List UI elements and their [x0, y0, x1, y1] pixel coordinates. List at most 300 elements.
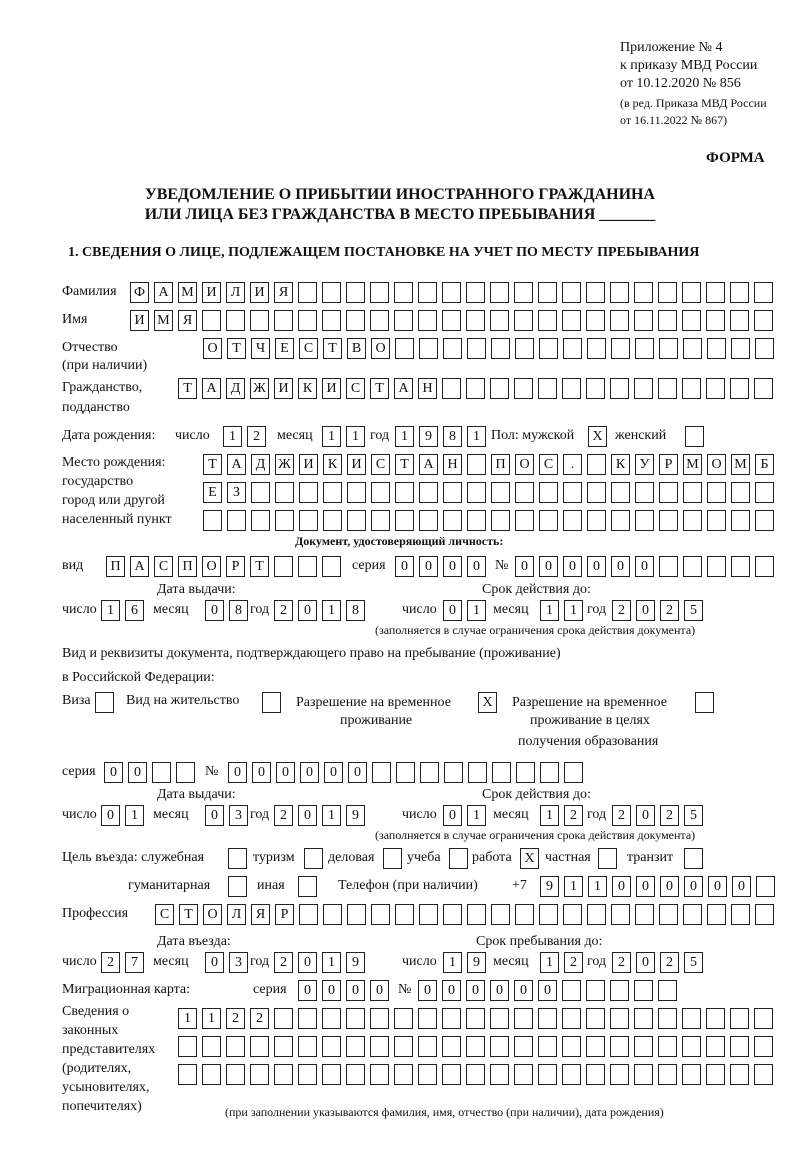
cell-reps3[interactable]	[490, 1064, 509, 1085]
cell-entry-year[interactable]: 2	[274, 952, 293, 973]
cell-doc-valid-day[interactable]: 1	[467, 600, 486, 621]
checkbox-residence[interactable]	[262, 692, 281, 713]
cell-name[interactable]	[514, 310, 533, 331]
cell-birthplace2[interactable]	[491, 482, 510, 503]
cell-reps2[interactable]	[538, 1036, 557, 1057]
cell-doc-kind[interactable]: А	[130, 556, 149, 577]
cell-surname[interactable]	[370, 282, 389, 303]
cell-name[interactable]	[634, 310, 653, 331]
cell-right-issue-day[interactable]: 1	[125, 805, 144, 826]
cell-birthplace1[interactable]: Ж	[275, 454, 294, 475]
cell-entry-month[interactable]: 0	[205, 952, 224, 973]
checkbox-p-transit[interactable]	[684, 848, 703, 869]
cell-stay-year[interactable]: 2	[612, 952, 631, 973]
cell-reps3[interactable]	[370, 1064, 389, 1085]
cell-doc-number[interactable]: 0	[515, 556, 534, 577]
cell-citizenship[interactable]	[466, 378, 485, 399]
cell-right-series[interactable]: 0	[104, 762, 123, 783]
cell-birthplace3[interactable]	[275, 510, 294, 531]
cell-birthplace3[interactable]	[731, 510, 750, 531]
cell-citizenship[interactable]	[634, 378, 653, 399]
cell-birthplace1[interactable]	[467, 454, 486, 475]
cell-mig-number[interactable]: 0	[442, 980, 461, 1001]
cell-right-series[interactable]: 0	[128, 762, 147, 783]
cell-right-number[interactable]	[540, 762, 559, 783]
cell-doc-issue-day[interactable]: 1	[101, 600, 120, 621]
cell-mig-number[interactable]: 0	[490, 980, 509, 1001]
cell-phone[interactable]: 0	[636, 876, 655, 897]
cell-reps1[interactable]	[346, 1008, 365, 1029]
cell-reps3[interactable]	[730, 1064, 749, 1085]
cell-birthplace1[interactable]: Н	[443, 454, 462, 475]
cell-profession[interactable]	[491, 904, 510, 925]
cell-patronymic[interactable]	[683, 338, 702, 359]
cell-doc-series[interactable]: 0	[467, 556, 486, 577]
cell-reps1[interactable]	[706, 1008, 725, 1029]
cell-reps1[interactable]	[658, 1008, 677, 1029]
cell-birthplace3[interactable]	[347, 510, 366, 531]
cell-doc-issue-year[interactable]: 1	[322, 600, 341, 621]
cell-name[interactable]	[418, 310, 437, 331]
cell-name[interactable]: М	[154, 310, 173, 331]
cell-patronymic[interactable]	[515, 338, 534, 359]
cell-profession[interactable]	[563, 904, 582, 925]
cell-reps2[interactable]	[178, 1036, 197, 1057]
cell-doc-kind[interactable]: Т	[250, 556, 269, 577]
cell-reps2[interactable]	[634, 1036, 653, 1057]
cell-birthplace3[interactable]	[467, 510, 486, 531]
cell-reps1[interactable]	[754, 1008, 773, 1029]
cell-phone[interactable]: 1	[588, 876, 607, 897]
checkbox-sex-male[interactable]: X	[588, 426, 607, 447]
cell-surname[interactable]: Ф	[130, 282, 149, 303]
cell-patronymic[interactable]	[491, 338, 510, 359]
cell-profession[interactable]: С	[155, 904, 174, 925]
cell-birthplace1[interactable]: К	[611, 454, 630, 475]
cell-right-valid-month[interactable]: 1	[540, 805, 559, 826]
cell-doc-kind[interactable]: П	[106, 556, 125, 577]
cell-right-number[interactable]	[444, 762, 463, 783]
cell-right-number[interactable]	[396, 762, 415, 783]
cell-right-valid-day[interactable]: 1	[467, 805, 486, 826]
cell-birth-year[interactable]: 1	[467, 426, 486, 447]
cell-reps2[interactable]	[226, 1036, 245, 1057]
cell-surname[interactable]	[346, 282, 365, 303]
cell-reps2[interactable]	[562, 1036, 581, 1057]
cell-right-number[interactable]	[516, 762, 535, 783]
cell-right-issue-year[interactable]: 9	[346, 805, 365, 826]
checkbox-p-humanitarian[interactable]	[228, 876, 247, 897]
cell-patronymic[interactable]	[563, 338, 582, 359]
cell-citizenship[interactable]: Т	[370, 378, 389, 399]
cell-reps1[interactable]: 1	[202, 1008, 221, 1029]
cell-phone[interactable]: 0	[732, 876, 751, 897]
cell-name[interactable]	[346, 310, 365, 331]
cell-birthplace2[interactable]	[419, 482, 438, 503]
cell-citizenship[interactable]	[538, 378, 557, 399]
cell-right-number[interactable]	[372, 762, 391, 783]
cell-doc-valid-year[interactable]: 5	[684, 600, 703, 621]
cell-birthplace1[interactable]: Т	[395, 454, 414, 475]
cell-profession[interactable]	[659, 904, 678, 925]
cell-profession[interactable]	[299, 904, 318, 925]
cell-doc-kind[interactable]	[274, 556, 293, 577]
cell-stay-day[interactable]: 1	[443, 952, 462, 973]
cell-citizenship[interactable]	[754, 378, 773, 399]
cell-name[interactable]	[226, 310, 245, 331]
cell-stay-year[interactable]: 5	[684, 952, 703, 973]
cell-reps2[interactable]	[322, 1036, 341, 1057]
cell-right-issue-year[interactable]: 2	[274, 805, 293, 826]
cell-reps1[interactable]	[298, 1008, 317, 1029]
cell-birthplace1[interactable]: Д	[251, 454, 270, 475]
cell-surname[interactable]	[466, 282, 485, 303]
cell-reps2[interactable]	[250, 1036, 269, 1057]
cell-surname[interactable]	[562, 282, 581, 303]
cell-patronymic[interactable]: Т	[227, 338, 246, 359]
cell-patronymic[interactable]	[395, 338, 414, 359]
cell-reps1[interactable]	[466, 1008, 485, 1029]
cell-citizenship[interactable]	[610, 378, 629, 399]
cell-reps3[interactable]	[706, 1064, 725, 1085]
cell-reps3[interactable]	[586, 1064, 605, 1085]
cell-doc-valid-year[interactable]: 0	[636, 600, 655, 621]
cell-birthplace2[interactable]	[443, 482, 462, 503]
cell-birthplace2[interactable]	[467, 482, 486, 503]
cell-birthplace3[interactable]	[203, 510, 222, 531]
cell-right-number[interactable]: 0	[348, 762, 367, 783]
checkbox-visa[interactable]	[95, 692, 114, 713]
cell-phone[interactable]: 0	[660, 876, 679, 897]
cell-name[interactable]	[706, 310, 725, 331]
cell-right-number[interactable]	[420, 762, 439, 783]
cell-name[interactable]	[562, 310, 581, 331]
cell-birthplace3[interactable]	[611, 510, 630, 531]
cell-doc-valid-year[interactable]: 2	[612, 600, 631, 621]
cell-reps2[interactable]	[298, 1036, 317, 1057]
cell-birthplace3[interactable]	[419, 510, 438, 531]
cell-surname[interactable]	[586, 282, 605, 303]
cell-birth-month[interactable]: 1	[322, 426, 341, 447]
cell-reps2[interactable]	[466, 1036, 485, 1057]
cell-right-issue-day[interactable]: 0	[101, 805, 120, 826]
cell-name[interactable]: Я	[178, 310, 197, 331]
cell-doc-number[interactable]: 0	[611, 556, 630, 577]
cell-doc-valid-month[interactable]: 1	[540, 600, 559, 621]
cell-birthplace3[interactable]	[323, 510, 342, 531]
cell-name[interactable]	[658, 310, 677, 331]
cell-right-issue-year[interactable]: 0	[298, 805, 317, 826]
cell-birthplace2[interactable]	[587, 482, 606, 503]
cell-reps2[interactable]	[514, 1036, 533, 1057]
cell-name[interactable]	[394, 310, 413, 331]
cell-birthplace1[interactable]: К	[323, 454, 342, 475]
cell-birthplace1[interactable]: Р	[659, 454, 678, 475]
cell-reps1[interactable]	[490, 1008, 509, 1029]
cell-stay-year[interactable]: 0	[636, 952, 655, 973]
cell-citizenship[interactable]: Ж	[250, 378, 269, 399]
cell-birthplace1[interactable]: С	[371, 454, 390, 475]
cell-reps3[interactable]	[634, 1064, 653, 1085]
cell-surname[interactable]	[298, 282, 317, 303]
cell-doc-number[interactable]	[707, 556, 726, 577]
cell-profession[interactable]	[395, 904, 414, 925]
cell-patronymic[interactable]	[707, 338, 726, 359]
cell-doc-number[interactable]: 0	[539, 556, 558, 577]
cell-birthplace2[interactable]	[611, 482, 630, 503]
cell-reps3[interactable]	[562, 1064, 581, 1085]
cell-reps1[interactable]: 2	[250, 1008, 269, 1029]
cell-doc-valid-day[interactable]: 0	[443, 600, 462, 621]
cell-mig-number[interactable]: 0	[466, 980, 485, 1001]
cell-birthplace2[interactable]	[731, 482, 750, 503]
cell-birthplace2[interactable]	[563, 482, 582, 503]
cell-entry-day[interactable]: 7	[125, 952, 144, 973]
cell-birthplace2[interactable]	[371, 482, 390, 503]
cell-patronymic[interactable]: В	[347, 338, 366, 359]
cell-name[interactable]	[610, 310, 629, 331]
cell-right-number[interactable]: 0	[276, 762, 295, 783]
cell-surname[interactable]	[394, 282, 413, 303]
cell-stay-month[interactable]: 1	[540, 952, 559, 973]
cell-surname[interactable]: И	[250, 282, 269, 303]
cell-surname[interactable]: М	[178, 282, 197, 303]
cell-right-number[interactable]: 0	[324, 762, 343, 783]
cell-mig-number[interactable]: 0	[538, 980, 557, 1001]
cell-birthplace1[interactable]: И	[299, 454, 318, 475]
cell-reps2[interactable]	[586, 1036, 605, 1057]
cell-birth-month[interactable]: 1	[346, 426, 365, 447]
cell-stay-year[interactable]: 2	[660, 952, 679, 973]
cell-citizenship[interactable]	[490, 378, 509, 399]
cell-citizenship[interactable]: И	[322, 378, 341, 399]
cell-right-issue-year[interactable]: 1	[322, 805, 341, 826]
cell-citizenship[interactable]: К	[298, 378, 317, 399]
cell-profession[interactable]	[635, 904, 654, 925]
cell-reps3[interactable]	[658, 1064, 677, 1085]
cell-profession[interactable]	[731, 904, 750, 925]
cell-surname[interactable]	[490, 282, 509, 303]
cell-birthplace1[interactable]: .	[563, 454, 582, 475]
cell-right-number[interactable]: 0	[252, 762, 271, 783]
cell-name[interactable]	[250, 310, 269, 331]
cell-mig-series[interactable]: 0	[298, 980, 317, 1001]
cell-reps1[interactable]	[442, 1008, 461, 1029]
cell-patronymic[interactable]	[587, 338, 606, 359]
cell-birthplace2[interactable]	[539, 482, 558, 503]
cell-birthplace2[interactable]: Е	[203, 482, 222, 503]
checkbox-p-other[interactable]	[298, 876, 317, 897]
cell-surname[interactable]	[538, 282, 557, 303]
cell-right-valid-day[interactable]: 0	[443, 805, 462, 826]
cell-stay-day[interactable]: 9	[467, 952, 486, 973]
cell-birthplace2[interactable]	[275, 482, 294, 503]
cell-birthplace2[interactable]	[323, 482, 342, 503]
cell-reps3[interactable]	[178, 1064, 197, 1085]
cell-surname[interactable]	[610, 282, 629, 303]
cell-reps2[interactable]	[346, 1036, 365, 1057]
cell-name[interactable]	[298, 310, 317, 331]
cell-profession[interactable]	[419, 904, 438, 925]
cell-birthplace2[interactable]	[299, 482, 318, 503]
cell-phone[interactable]	[756, 876, 775, 897]
checkbox-trp[interactable]: X	[478, 692, 497, 713]
cell-mig-number[interactable]: 0	[514, 980, 533, 1001]
cell-doc-kind[interactable]: О	[202, 556, 221, 577]
cell-surname[interactable]	[754, 282, 773, 303]
cell-phone[interactable]: 0	[684, 876, 703, 897]
cell-doc-series[interactable]: 0	[395, 556, 414, 577]
cell-birthplace3[interactable]	[587, 510, 606, 531]
cell-birthplace3[interactable]	[683, 510, 702, 531]
cell-patronymic[interactable]: Т	[323, 338, 342, 359]
cell-birthplace3[interactable]	[491, 510, 510, 531]
cell-citizenship[interactable]: С	[346, 378, 365, 399]
cell-citizenship[interactable]: Т	[178, 378, 197, 399]
cell-birthplace3[interactable]	[659, 510, 678, 531]
cell-citizenship[interactable]	[514, 378, 533, 399]
cell-birthplace1[interactable]: И	[347, 454, 366, 475]
cell-surname[interactable]	[322, 282, 341, 303]
cell-birthplace1[interactable]: Б	[755, 454, 774, 475]
cell-doc-kind[interactable]	[298, 556, 317, 577]
cell-right-valid-year[interactable]: 5	[684, 805, 703, 826]
cell-reps2[interactable]	[682, 1036, 701, 1057]
cell-reps2[interactable]	[658, 1036, 677, 1057]
cell-citizenship[interactable]	[658, 378, 677, 399]
cell-name[interactable]	[322, 310, 341, 331]
cell-birthplace1[interactable]: С	[539, 454, 558, 475]
cell-patronymic[interactable]: С	[299, 338, 318, 359]
cell-birthplace3[interactable]	[251, 510, 270, 531]
cell-right-valid-year[interactable]: 2	[660, 805, 679, 826]
cell-doc-issue-year[interactable]: 2	[274, 600, 293, 621]
cell-patronymic[interactable]	[467, 338, 486, 359]
cell-reps1[interactable]	[322, 1008, 341, 1029]
cell-name[interactable]	[538, 310, 557, 331]
cell-reps3[interactable]	[274, 1064, 293, 1085]
cell-name[interactable]	[682, 310, 701, 331]
cell-name[interactable]	[466, 310, 485, 331]
cell-birthplace3[interactable]	[227, 510, 246, 531]
cell-birthplace3[interactable]	[299, 510, 318, 531]
cell-citizenship[interactable]	[442, 378, 461, 399]
cell-birthplace1[interactable]: А	[419, 454, 438, 475]
cell-stay-month[interactable]: 2	[564, 952, 583, 973]
cell-citizenship[interactable]: И	[274, 378, 293, 399]
cell-doc-series[interactable]: 0	[443, 556, 462, 577]
cell-birthplace3[interactable]	[539, 510, 558, 531]
cell-reps3[interactable]	[754, 1064, 773, 1085]
cell-reps1[interactable]	[418, 1008, 437, 1029]
cell-doc-number[interactable]	[683, 556, 702, 577]
cell-right-series[interactable]	[152, 762, 171, 783]
cell-doc-kind[interactable]	[322, 556, 341, 577]
cell-profession[interactable]	[347, 904, 366, 925]
cell-right-issue-month[interactable]: 0	[205, 805, 224, 826]
cell-reps3[interactable]	[682, 1064, 701, 1085]
cell-reps1[interactable]	[682, 1008, 701, 1029]
cell-mig-number[interactable]	[634, 980, 653, 1001]
cell-patronymic[interactable]: Е	[275, 338, 294, 359]
cell-doc-number[interactable]	[755, 556, 774, 577]
cell-reps1[interactable]	[610, 1008, 629, 1029]
cell-profession[interactable]: О	[203, 904, 222, 925]
cell-patronymic[interactable]: О	[203, 338, 222, 359]
cell-reps3[interactable]	[514, 1064, 533, 1085]
cell-reps3[interactable]	[226, 1064, 245, 1085]
cell-reps2[interactable]	[490, 1036, 509, 1057]
cell-birthplace3[interactable]	[707, 510, 726, 531]
checkbox-p-private[interactable]	[598, 848, 617, 869]
cell-surname[interactable]	[682, 282, 701, 303]
cell-surname[interactable]: Я	[274, 282, 293, 303]
cell-surname[interactable]	[634, 282, 653, 303]
cell-surname[interactable]	[514, 282, 533, 303]
cell-profession[interactable]	[443, 904, 462, 925]
cell-right-valid-year[interactable]: 2	[612, 805, 631, 826]
cell-patronymic[interactable]	[539, 338, 558, 359]
cell-doc-number[interactable]: 0	[635, 556, 654, 577]
cell-patronymic[interactable]: О	[371, 338, 390, 359]
cell-profession[interactable]	[707, 904, 726, 925]
cell-patronymic[interactable]	[635, 338, 654, 359]
cell-birthplace1[interactable]	[587, 454, 606, 475]
cell-reps1[interactable]	[514, 1008, 533, 1029]
cell-birthplace2[interactable]	[515, 482, 534, 503]
cell-name[interactable]	[274, 310, 293, 331]
cell-mig-number[interactable]	[562, 980, 581, 1001]
cell-surname[interactable]: И	[202, 282, 221, 303]
cell-birthplace2[interactable]	[395, 482, 414, 503]
cell-right-issue-month[interactable]: 3	[229, 805, 248, 826]
cell-reps1[interactable]	[274, 1008, 293, 1029]
cell-birthplace3[interactable]	[755, 510, 774, 531]
cell-doc-valid-year[interactable]: 2	[660, 600, 679, 621]
cell-citizenship[interactable]: А	[394, 378, 413, 399]
cell-citizenship[interactable]	[706, 378, 725, 399]
checkbox-sex-female[interactable]	[685, 426, 704, 447]
cell-name[interactable]	[442, 310, 461, 331]
cell-right-number[interactable]	[564, 762, 583, 783]
cell-birthplace2[interactable]	[347, 482, 366, 503]
checkbox-trpe[interactable]	[695, 692, 714, 713]
cell-reps1[interactable]	[538, 1008, 557, 1029]
cell-birthplace2[interactable]: З	[227, 482, 246, 503]
cell-mig-number[interactable]	[658, 980, 677, 1001]
cell-name[interactable]: И	[130, 310, 149, 331]
cell-reps2[interactable]	[274, 1036, 293, 1057]
cell-profession[interactable]	[323, 904, 342, 925]
cell-name[interactable]	[586, 310, 605, 331]
cell-doc-number[interactable]	[731, 556, 750, 577]
cell-reps3[interactable]	[466, 1064, 485, 1085]
cell-birthplace3[interactable]	[443, 510, 462, 531]
cell-birthplace1[interactable]: О	[707, 454, 726, 475]
cell-birthplace3[interactable]	[635, 510, 654, 531]
cell-surname[interactable]	[418, 282, 437, 303]
cell-reps3[interactable]	[250, 1064, 269, 1085]
cell-reps3[interactable]	[202, 1064, 221, 1085]
cell-reps3[interactable]	[346, 1064, 365, 1085]
cell-doc-kind[interactable]: П	[178, 556, 197, 577]
cell-profession[interactable]	[515, 904, 534, 925]
cell-surname[interactable]: А	[154, 282, 173, 303]
cell-citizenship[interactable]	[682, 378, 701, 399]
cell-reps1[interactable]	[562, 1008, 581, 1029]
cell-doc-issue-month[interactable]: 0	[205, 600, 224, 621]
cell-surname[interactable]	[658, 282, 677, 303]
